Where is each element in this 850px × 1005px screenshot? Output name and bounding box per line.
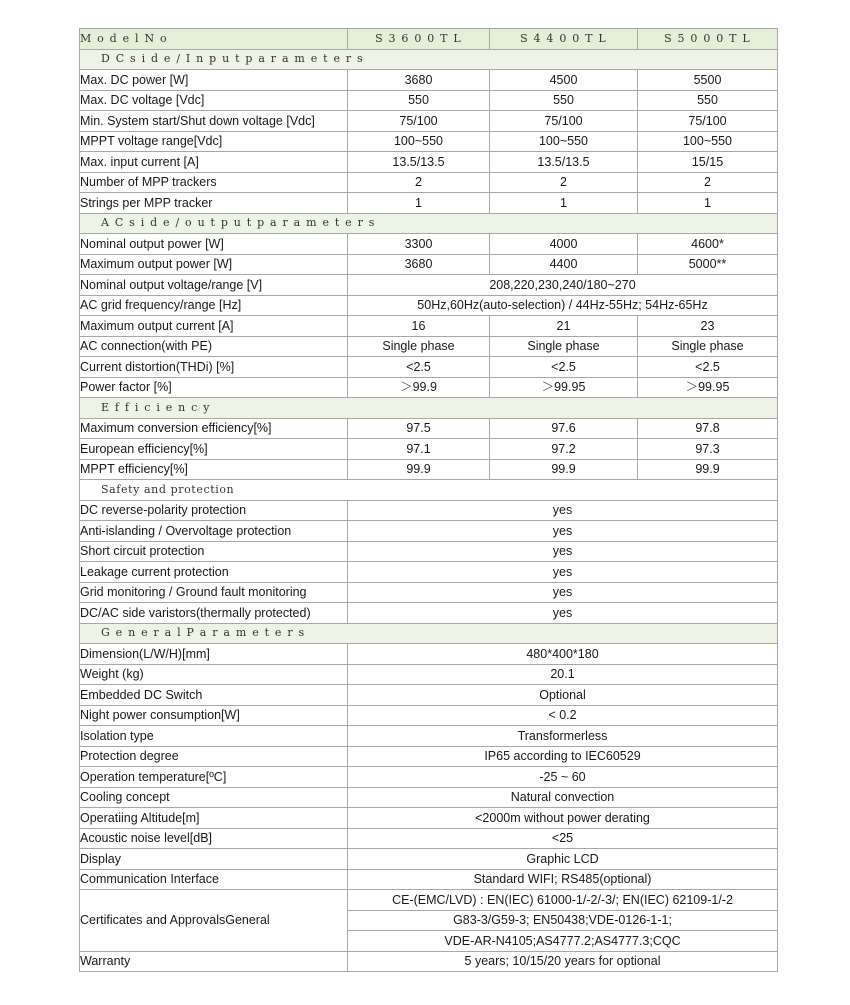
table-row bbox=[80, 808, 778, 829]
cell-value: 550 bbox=[490, 90, 638, 111]
cell-value: ＞99.9 bbox=[348, 377, 490, 398]
row-label: Operatiing Altitude[m] bbox=[80, 808, 348, 829]
cell-value: <2.5 bbox=[638, 357, 778, 378]
spec-table bbox=[79, 28, 778, 972]
certificates-row bbox=[80, 890, 778, 911]
certificate-line: G83-3/G59-3; EN50438;VDE-0126-1-1; bbox=[348, 910, 778, 931]
table-row bbox=[80, 644, 778, 665]
row-label: Grid monitoring / Ground fault monitoring bbox=[80, 582, 348, 603]
cell-value: 1 bbox=[490, 193, 638, 214]
cell-value: 550 bbox=[348, 90, 490, 111]
cell-value-span: Natural convection bbox=[348, 787, 778, 808]
row-label: Number of MPP trackers bbox=[80, 172, 348, 193]
row-label: Max. DC power [W] bbox=[80, 70, 348, 91]
table-row bbox=[80, 275, 778, 296]
cell-value: 5500 bbox=[638, 70, 778, 91]
cell-value-span: 208,220,230,240/180~270 bbox=[348, 275, 778, 296]
warranty-label: Warranty bbox=[80, 951, 348, 972]
row-label: AC grid frequency/range [Hz] bbox=[80, 295, 348, 316]
cell-value: 99.9 bbox=[490, 459, 638, 480]
cell-value-span: Standard WIFI; RS485(optional) bbox=[348, 869, 778, 890]
cell-value-span: yes bbox=[348, 562, 778, 583]
certificate-line: VDE-AR-N4105;AS4777.2;AS4777.3;CQC bbox=[348, 931, 778, 952]
cell-value: 3680 bbox=[348, 70, 490, 91]
cell-value-span: < 0.2 bbox=[348, 705, 778, 726]
table-row bbox=[80, 90, 778, 111]
row-label: Protection degree bbox=[80, 746, 348, 767]
table-row bbox=[80, 172, 778, 193]
row-label: DC/AC side varistors(thermally protected) bbox=[80, 603, 348, 624]
cell-value: 23 bbox=[638, 316, 778, 337]
cell-value: 5000** bbox=[638, 254, 778, 275]
row-label: Nominal output voltage/range [V] bbox=[80, 275, 348, 296]
cell-value-span: <2000m without power derating bbox=[348, 808, 778, 829]
cell-value-span: yes bbox=[348, 500, 778, 521]
table-row bbox=[80, 439, 778, 460]
certificate-line: CE-(EMC/LVD) : EN(IEC) 61000-1/-2/-3/; EN(IEC) 62109-1/-2 bbox=[348, 890, 778, 911]
row-label: Strings per MPP tracker bbox=[80, 193, 348, 214]
section-title: E f f i c i e n c y bbox=[80, 398, 778, 419]
cell-value: Single phase bbox=[638, 336, 778, 357]
row-label: Display bbox=[80, 849, 348, 870]
table-row bbox=[80, 726, 778, 747]
warranty-row bbox=[80, 951, 778, 972]
cell-value: 97.5 bbox=[348, 418, 490, 439]
table-row bbox=[80, 603, 778, 624]
table-row bbox=[80, 664, 778, 685]
cell-value: 100~550 bbox=[638, 131, 778, 152]
table-row bbox=[80, 357, 778, 378]
table-row bbox=[80, 152, 778, 173]
table-row bbox=[80, 767, 778, 788]
cell-value: ＞99.95 bbox=[638, 377, 778, 398]
section-title: A C s i d e / o u t p u t p a r a m e t e r s bbox=[80, 213, 778, 234]
section-dc-input bbox=[80, 49, 778, 70]
cell-value: 21 bbox=[490, 316, 638, 337]
table-row bbox=[80, 459, 778, 480]
table-row bbox=[80, 787, 778, 808]
row-label: Weight (kg) bbox=[80, 664, 348, 685]
certificates-label: Certificates and ApprovalsGeneral bbox=[80, 890, 348, 952]
section-ac-output bbox=[80, 213, 778, 234]
table-row bbox=[80, 705, 778, 726]
cell-value: 75/100 bbox=[638, 111, 778, 132]
row-label: Current distortion(THDi) [%] bbox=[80, 357, 348, 378]
cell-value: 16 bbox=[348, 316, 490, 337]
table-row bbox=[80, 295, 778, 316]
model-s3600tl: S 3 6 0 0 T L bbox=[348, 29, 490, 50]
row-label: Maximum output current [A] bbox=[80, 316, 348, 337]
row-label: Night power consumption[W] bbox=[80, 705, 348, 726]
row-label: DC reverse-polarity protection bbox=[80, 500, 348, 521]
row-label: Min. System start/Shut down voltage [Vdc] bbox=[80, 111, 348, 132]
cell-value-span: -25 ~ 60 bbox=[348, 767, 778, 788]
cell-value: 99.9 bbox=[348, 459, 490, 480]
cell-value-span: yes bbox=[348, 603, 778, 624]
section-title: G e n e r a l P a r a m e t e r s bbox=[80, 623, 778, 644]
table-row bbox=[80, 582, 778, 603]
table-row bbox=[80, 70, 778, 91]
cell-value-span: yes bbox=[348, 521, 778, 542]
cell-value: 2 bbox=[348, 172, 490, 193]
section-title: Safety and protection bbox=[80, 480, 778, 501]
cell-value-span: <25 bbox=[348, 828, 778, 849]
cell-value: 100~550 bbox=[348, 131, 490, 152]
cell-value-span: 50Hz,60Hz(auto-selection) / 44Hz-55Hz; 54Hz-65Hz bbox=[348, 295, 778, 316]
cell-value-span: IP65 according to IEC60529 bbox=[348, 746, 778, 767]
cell-value: 4500 bbox=[490, 70, 638, 91]
table-row bbox=[80, 562, 778, 583]
row-label: Maximum output power [W] bbox=[80, 254, 348, 275]
model-s5000tl: S 5 0 0 0 T L bbox=[638, 29, 778, 50]
row-label: Anti-islanding / Overvoltage protection bbox=[80, 521, 348, 542]
table-row bbox=[80, 377, 778, 398]
cell-value: 3680 bbox=[348, 254, 490, 275]
cell-value: 2 bbox=[490, 172, 638, 193]
cell-value: 15/15 bbox=[638, 152, 778, 173]
cell-value: 75/100 bbox=[348, 111, 490, 132]
row-label: Isolation type bbox=[80, 726, 348, 747]
cell-value: 75/100 bbox=[490, 111, 638, 132]
table-row bbox=[80, 685, 778, 706]
row-label: Communication Interface bbox=[80, 869, 348, 890]
cell-value-span: Transformerless bbox=[348, 726, 778, 747]
cell-value: 13.5/13.5 bbox=[348, 152, 490, 173]
row-label: MPPT efficiency[%] bbox=[80, 459, 348, 480]
cell-value: 550 bbox=[638, 90, 778, 111]
section-efficiency bbox=[80, 398, 778, 419]
row-label: Power factor [%] bbox=[80, 377, 348, 398]
table-row bbox=[80, 541, 778, 562]
model-no-label: M o d e l N o bbox=[80, 29, 348, 50]
warranty-value: 5 years; 10/15/20 years for optional bbox=[348, 951, 778, 972]
cell-value: 3300 bbox=[348, 234, 490, 255]
cell-value: ＞99.95 bbox=[490, 377, 638, 398]
row-label: Max. input current [A] bbox=[80, 152, 348, 173]
row-label: European efficiency[%] bbox=[80, 439, 348, 460]
cell-value-span: Graphic LCD bbox=[348, 849, 778, 870]
table-row bbox=[80, 521, 778, 542]
cell-value: 97.6 bbox=[490, 418, 638, 439]
table-row bbox=[80, 254, 778, 275]
model-s4400tl: S 4 4 0 0 T L bbox=[490, 29, 638, 50]
row-label: MPPT voltage range[Vdc] bbox=[80, 131, 348, 152]
table-row bbox=[80, 193, 778, 214]
table-row bbox=[80, 500, 778, 521]
cell-value-span: 20.1 bbox=[348, 664, 778, 685]
cell-value: 97.3 bbox=[638, 439, 778, 460]
row-label: Short circuit protection bbox=[80, 541, 348, 562]
table-row bbox=[80, 234, 778, 255]
table-row bbox=[80, 336, 778, 357]
cell-value: 13.5/13.5 bbox=[490, 152, 638, 173]
cell-value: 97.8 bbox=[638, 418, 778, 439]
row-label: Nominal output power [W] bbox=[80, 234, 348, 255]
cell-value-span: yes bbox=[348, 582, 778, 603]
table-row bbox=[80, 869, 778, 890]
table-row bbox=[80, 828, 778, 849]
cell-value: <2.5 bbox=[348, 357, 490, 378]
table-row bbox=[80, 746, 778, 767]
section-title: D C s i d e / I n p u t p a r a m e t e r s bbox=[80, 49, 778, 70]
cell-value: Single phase bbox=[490, 336, 638, 357]
row-label: Cooling concept bbox=[80, 787, 348, 808]
cell-value: 4400 bbox=[490, 254, 638, 275]
row-label: Maximum conversion efficiency[%] bbox=[80, 418, 348, 439]
table-row bbox=[80, 316, 778, 337]
table-row bbox=[80, 418, 778, 439]
cell-value-span: yes bbox=[348, 541, 778, 562]
row-label: Dimension(L/W/H)[mm] bbox=[80, 644, 348, 665]
cell-value: 97.2 bbox=[490, 439, 638, 460]
section-general bbox=[80, 623, 778, 644]
row-label: Max. DC voltage [Vdc] bbox=[80, 90, 348, 111]
cell-value: 100~550 bbox=[490, 131, 638, 152]
cell-value: 99.9 bbox=[638, 459, 778, 480]
cell-value: 2 bbox=[638, 172, 778, 193]
cell-value-span: Optional bbox=[348, 685, 778, 706]
cell-value-span: 480*400*180 bbox=[348, 644, 778, 665]
cell-value: 97.1 bbox=[348, 439, 490, 460]
section-safety bbox=[80, 480, 778, 501]
table-row bbox=[80, 849, 778, 870]
cell-value: 4600* bbox=[638, 234, 778, 255]
spec-sheet bbox=[79, 28, 778, 972]
cell-value: 1 bbox=[638, 193, 778, 214]
cell-value: <2.5 bbox=[490, 357, 638, 378]
table-row bbox=[80, 111, 778, 132]
cell-value: Single phase bbox=[348, 336, 490, 357]
model-header-row bbox=[80, 29, 778, 50]
cell-value: 1 bbox=[348, 193, 490, 214]
row-label: AC connection(with PE) bbox=[80, 336, 348, 357]
row-label: Operation temperature[ºC] bbox=[80, 767, 348, 788]
row-label: Leakage current protection bbox=[80, 562, 348, 583]
table-row bbox=[80, 131, 778, 152]
cell-value: 4000 bbox=[490, 234, 638, 255]
row-label: Embedded DC Switch bbox=[80, 685, 348, 706]
row-label: Acoustic noise level[dB] bbox=[80, 828, 348, 849]
